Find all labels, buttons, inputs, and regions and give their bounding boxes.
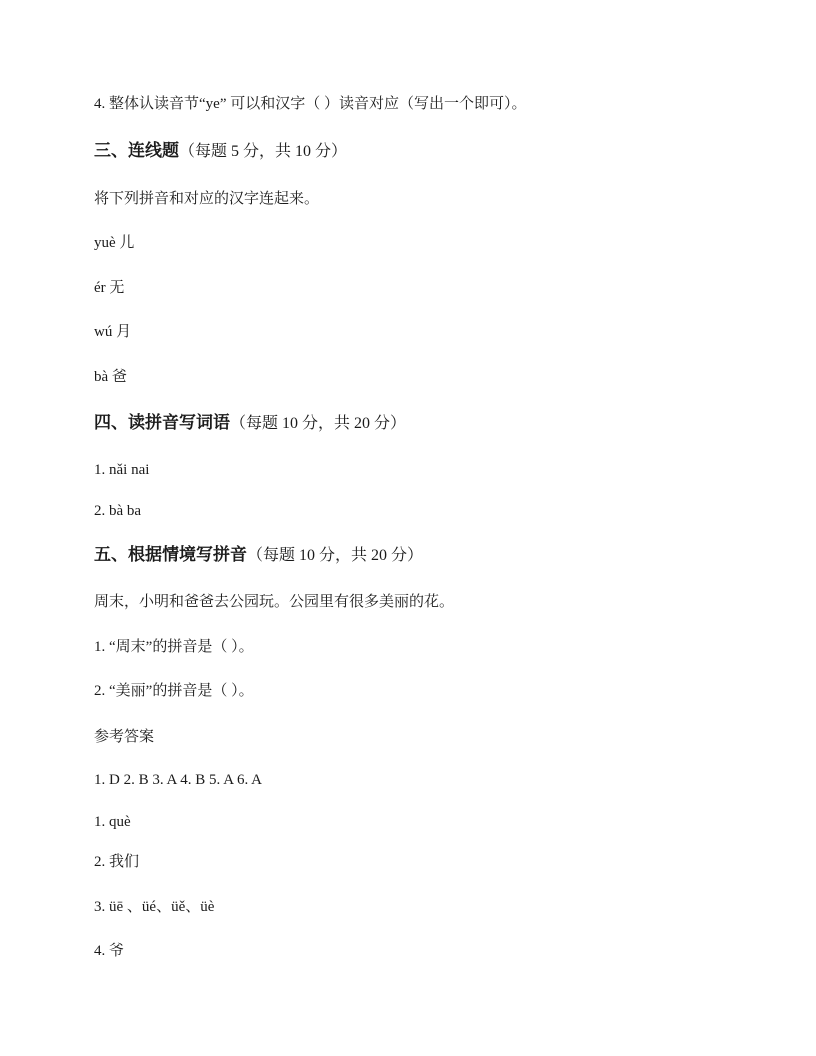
matching-item: bà 爸: [94, 369, 127, 385]
section-5-score-note: （每题 10 分，共 20 分）: [247, 547, 424, 564]
section-4-score-note: （每题 10 分，共 20 分）: [230, 415, 407, 432]
answer-line: 3. üē 、üé、üě、üè: [94, 899, 215, 915]
answer-key-title: 参考答案: [94, 729, 155, 745]
pinyin-item: 1. nǎi nai: [94, 462, 150, 478]
matching-item: wú 月: [94, 324, 132, 340]
section-3-score-note: （每题 5 分，共 10 分）: [179, 143, 348, 160]
answer-line: 1. D 2. B 3. A 4. B 5. A 6. A: [94, 772, 262, 788]
answer-line: 1. què: [94, 814, 131, 830]
scenario-question: 1. “周末”的拼音是（ ）。: [94, 639, 254, 655]
answer-line: 4. 爷: [94, 943, 125, 959]
section-5-title: 五、根据情境写拼音: [94, 545, 247, 564]
section-3-title: 三、连线题: [94, 141, 179, 160]
pinyin-item: 2. bà ba: [94, 503, 142, 519]
scenario-question: 2. “美丽”的拼音是（ ）。: [94, 683, 254, 699]
section-4-title: 四、读拼音写词语: [94, 413, 230, 432]
matching-instruction: 将下列拼音和对应的汉字连起来。: [94, 191, 320, 207]
scenario-text: 周末，小明和爸爸去公园玩。公园里有很多美丽的花。: [94, 594, 455, 610]
section-4-heading: [94, 412, 406, 435]
matching-item: yuè 儿: [94, 235, 135, 251]
matching-item: ér 无: [94, 280, 125, 296]
section-3-heading: [94, 140, 347, 163]
question-4-text: 4. 整体认读音节“ye” 可以和汉字（ ）读音对应（写出一个即可）。: [94, 96, 527, 112]
section-5-heading: [94, 544, 423, 567]
answer-line: 2. 我们: [94, 854, 140, 870]
